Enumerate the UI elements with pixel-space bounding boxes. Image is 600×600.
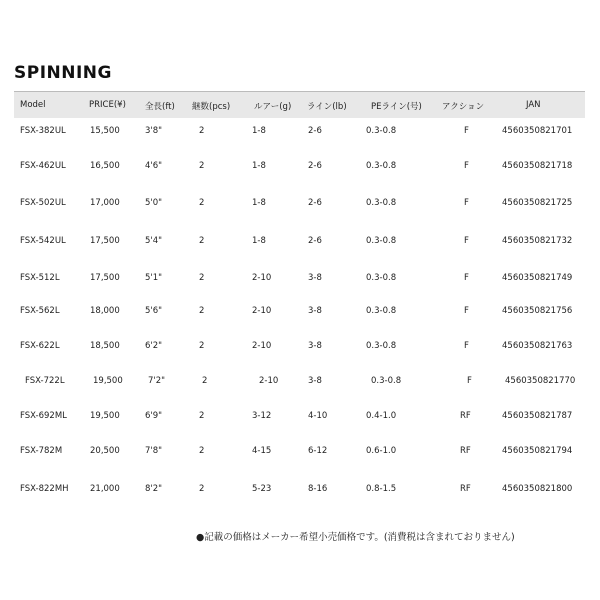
cell-pieces: 2: [199, 446, 205, 456]
cell-pe-line: 0.8-1.5: [366, 484, 397, 494]
cell-action: F: [464, 236, 469, 246]
header-pe-line: PEライン(号): [371, 102, 422, 112]
cell-length: 4'6": [145, 161, 163, 171]
cell-action: F: [464, 161, 469, 171]
cell-price: 18,000: [90, 306, 120, 316]
cell-jan: 4560350821732: [502, 236, 573, 246]
cell-action: F: [464, 126, 469, 136]
cell-pieces: 2: [202, 376, 208, 386]
cell-jan: 4560350821763: [502, 341, 573, 351]
cell-model: FSX-562L: [20, 306, 60, 316]
cell-length: 3'8": [145, 126, 163, 136]
table-header: [14, 91, 585, 118]
cell-pe-line: 0.3-0.8: [366, 126, 397, 136]
cell-jan: 4560350821756: [502, 306, 573, 316]
cell-model: FSX-822MH: [20, 484, 69, 494]
cell-length: 8'2": [145, 484, 163, 494]
table-row: [14, 161, 585, 195]
cell-model: FSX-512L: [20, 273, 60, 283]
cell-action: F: [464, 341, 469, 351]
cell-line: 3-8: [308, 306, 322, 316]
cell-model: FSX-722L: [25, 376, 65, 386]
cell-pe-line: 0.3-0.8: [366, 161, 397, 171]
section-title: SPINNING: [14, 63, 112, 83]
cell-line: 3-8: [308, 376, 322, 386]
cell-line: 2-6: [308, 161, 322, 171]
cell-pieces: 2: [199, 273, 205, 283]
cell-line: 2-6: [308, 198, 322, 208]
cell-model: FSX-782M: [20, 446, 63, 456]
cell-pieces: 2: [199, 126, 205, 136]
cell-lure: 1-8: [252, 161, 266, 171]
header-jan: JAN: [526, 100, 541, 110]
table-row: [14, 126, 585, 160]
cell-jan: 4560350821725: [502, 198, 573, 208]
cell-price: 19,500: [90, 411, 120, 421]
cell-action: RF: [460, 484, 471, 494]
cell-length: 7'2": [148, 376, 166, 386]
table-row: [14, 198, 585, 232]
header-line: ライン(lb): [307, 102, 347, 112]
cell-line: 2-6: [308, 236, 322, 246]
table-row: [14, 306, 585, 340]
table-row: [14, 341, 585, 375]
cell-price: 19,500: [93, 376, 123, 386]
header-pieces: 継数(pcs): [192, 102, 231, 112]
cell-pieces: 2: [199, 341, 205, 351]
cell-lure: 1-8: [252, 236, 266, 246]
cell-jan: 4560350821800: [502, 484, 573, 494]
cell-jan: 4560350821718: [502, 161, 573, 171]
cell-lure: 1-8: [252, 126, 266, 136]
cell-action: F: [464, 198, 469, 208]
cell-model: FSX-622L: [20, 341, 60, 351]
table-row: [14, 236, 585, 270]
cell-price: 17,500: [90, 273, 120, 283]
table-row: [14, 273, 585, 307]
cell-model: FSX-692ML: [20, 411, 67, 421]
cell-jan: 4560350821770: [505, 376, 576, 386]
cell-action: RF: [460, 446, 471, 456]
cell-pe-line: 0.3-0.8: [366, 273, 397, 283]
cell-lure: 5-23: [252, 484, 272, 494]
cell-length: 5'0": [145, 198, 163, 208]
cell-lure: 2-10: [252, 341, 272, 351]
cell-length: 6'2": [145, 341, 163, 351]
cell-pieces: 2: [199, 236, 205, 246]
cell-action: F: [464, 306, 469, 316]
cell-length: 5'6": [145, 306, 163, 316]
cell-jan: 4560350821794: [502, 446, 573, 456]
cell-price: 20,500: [90, 446, 120, 456]
cell-pe-line: 0.4-1.0: [366, 411, 397, 421]
table-row: [14, 411, 585, 445]
cell-length: 7'8": [145, 446, 163, 456]
cell-lure: 3-12: [252, 411, 272, 421]
cell-pe-line: 0.3-0.8: [366, 306, 397, 316]
cell-jan: 4560350821787: [502, 411, 573, 421]
cell-length: 5'4": [145, 236, 163, 246]
cell-pieces: 2: [199, 306, 205, 316]
cell-action: RF: [460, 411, 471, 421]
cell-pe-line: 0.6-1.0: [366, 446, 397, 456]
cell-model: FSX-382UL: [20, 126, 66, 136]
price-note: ●記載の価格はメーカー希望小売価格です。(消費税は含まれておりません): [196, 532, 515, 543]
header-action: アクション: [442, 102, 485, 112]
cell-pe-line: 0.3-0.8: [366, 341, 397, 351]
cell-line: 8-16: [308, 484, 328, 494]
cell-price: 17,500: [90, 236, 120, 246]
cell-model: FSX-462UL: [20, 161, 66, 171]
cell-line: 3-8: [308, 341, 322, 351]
cell-line: 2-6: [308, 126, 322, 136]
cell-price: 18,500: [90, 341, 120, 351]
cell-model: FSX-502UL: [20, 198, 66, 208]
cell-pieces: 2: [199, 484, 205, 494]
cell-length: 5'1": [145, 273, 163, 283]
cell-pieces: 2: [199, 198, 205, 208]
cell-pe-line: 0.3-0.8: [366, 236, 397, 246]
header-lure: ルアー(g): [254, 102, 292, 112]
cell-lure: 2-10: [252, 273, 272, 283]
cell-pe-line: 0.3-0.8: [366, 198, 397, 208]
table-row: [14, 376, 585, 410]
header-length: 全長(ft): [145, 102, 175, 112]
cell-pe-line: 0.3-0.8: [371, 376, 402, 386]
header-price: PRICE(¥): [89, 100, 126, 110]
cell-jan: 4560350821749: [502, 273, 573, 283]
cell-line: 4-10: [308, 411, 328, 421]
header-model: Model: [20, 100, 46, 110]
cell-price: 17,000: [90, 198, 120, 208]
table-row: [14, 484, 585, 518]
cell-lure: 2-10: [252, 306, 272, 316]
cell-line: 6-12: [308, 446, 328, 456]
cell-lure: 1-8: [252, 198, 266, 208]
cell-action: F: [464, 273, 469, 283]
cell-lure: 4-15: [252, 446, 272, 456]
cell-pieces: 2: [199, 411, 205, 421]
table-row: [14, 446, 585, 480]
cell-line: 3-8: [308, 273, 322, 283]
cell-price: 15,500: [90, 126, 120, 136]
cell-lure: 2-10: [259, 376, 279, 386]
cell-price: 21,000: [90, 484, 120, 494]
cell-price: 16,500: [90, 161, 120, 171]
cell-model: FSX-542UL: [20, 236, 66, 246]
cell-length: 6'9": [145, 411, 163, 421]
cell-jan: 4560350821701: [502, 126, 573, 136]
cell-action: F: [467, 376, 472, 386]
cell-pieces: 2: [199, 161, 205, 171]
